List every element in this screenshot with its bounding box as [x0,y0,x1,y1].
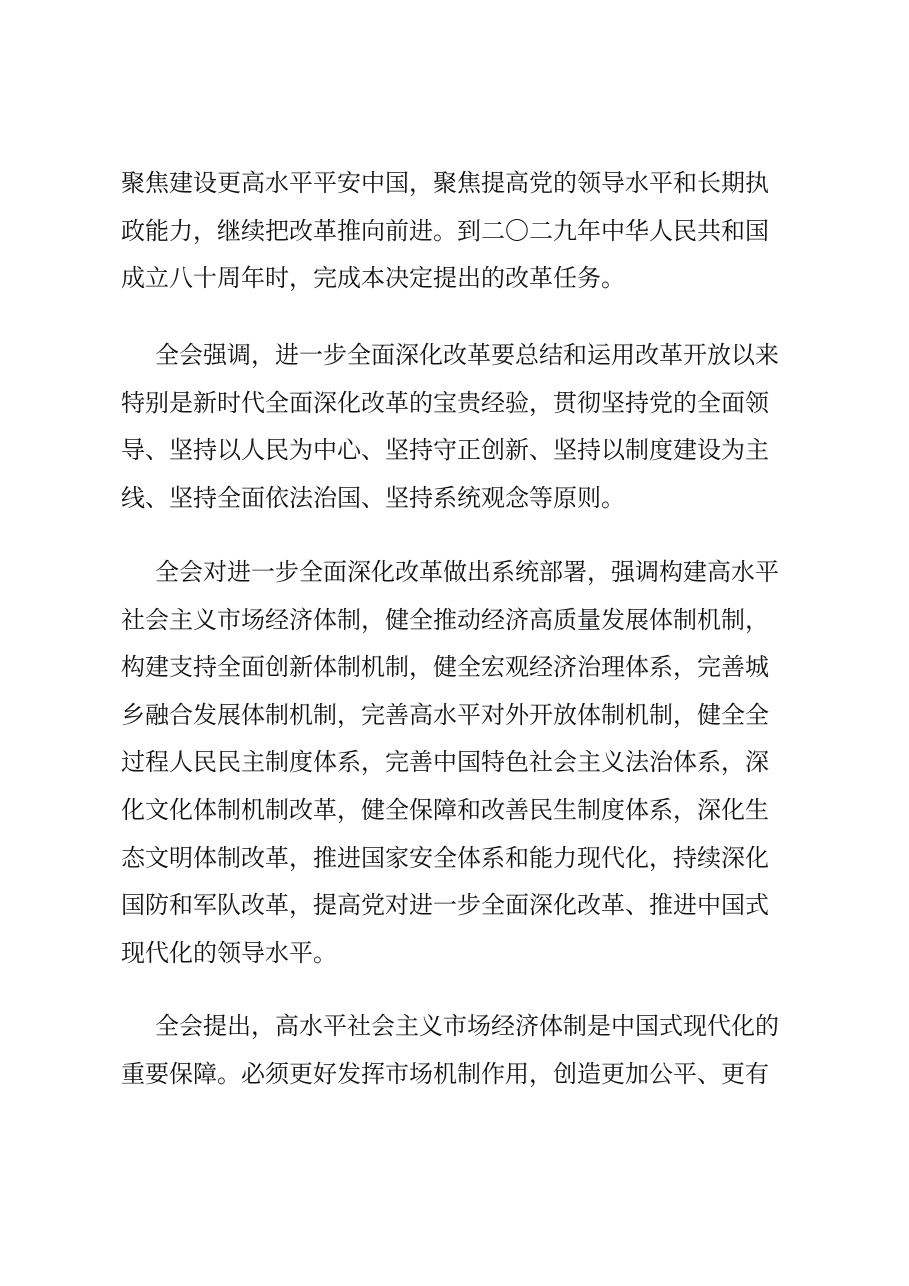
paragraph-line: 导、坚持以人民为中心、坚持守正创新、坚持以制度建设为主 [121,436,769,465]
paragraph-line: 特别是新时代全面深化改革的宝贵经验，贯彻坚持党的全面领 [121,388,769,417]
paragraph-2 [121,332,801,522]
paragraph-line: 聚焦建设更高水平平安中国，聚焦提高党的领导水平和长期执 [121,169,769,197]
paragraph-line: 社会主义市场经济体制，健全推动经济高质量发展体制机制， [121,605,769,634]
paragraph-line: 线、坚持全面依法治国、坚持系统观念等原则。 [121,483,625,512]
paragraph-line: 构建支持全面创新体制机制，健全宏观经济治理体系，完善城 [121,653,769,682]
paragraph-line: 态文明体制改革，推进国家安全体系和能力现代化，持续深化 [121,843,769,872]
paragraph-3 [121,549,801,977]
paragraph-line: 现代化的领导水平。 [121,938,337,967]
paragraph-line: 政能力，继续把改革推向前进。到二〇二九年中华人民共和国 [121,216,769,245]
paragraph-line: 重要保障。必须更好发挥市场机制作用，创造更加公平、更有 [121,1059,769,1088]
paragraph-line: 化文化体制机制改革，健全保障和改善民生制度体系，深化生 [121,795,769,824]
paragraph-line: 成立八十周年时，完成本决定提出的改革任务。 [121,264,625,293]
paragraph-line: 全会提出，高水平社会主义市场经济体制是中国式现代化的 [155,1012,779,1040]
paragraph-1 [121,160,801,303]
paragraph-4 [121,1003,801,1098]
paragraph-line: 全会对进一步全面深化改革做出系统部署，强调构建高水平 [155,558,779,586]
paragraph-line: 全会强调，进一步全面深化改革要总结和运用改革开放以来 [155,341,779,369]
paragraph-line: 乡融合发展体制机制，完善高水平对外开放体制机制，健全全 [121,700,769,729]
paragraph-line: 过程人民民主制度体系，完善中国特色社会主义法治体系，深 [121,748,769,777]
paragraph-line: 国防和军队改革，提高党对进一步全面深化改革、推进中国式 [121,891,769,920]
